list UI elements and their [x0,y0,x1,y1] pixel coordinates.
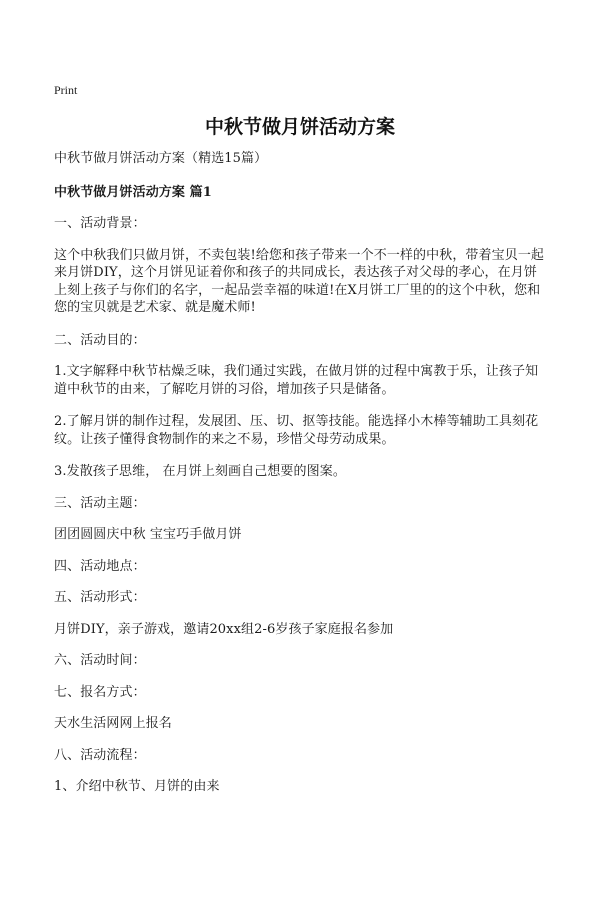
document-body [54,150,550,810]
paragraph-background: 这个中秋我们只做月饼，不卖包装!给您和孩子带来一个不一样的中秋，带着宝贝一起来月饼DIY，这个月饼见证着你和孩子的共同成长，表达孩子对父母的孝心，在月饼上刻上孩子与你们的名字，一起品尝幸福的味道!在X月饼工厂里的的这个中秋，您和您的宝贝就是艺术家、就是魔术师! [54,247,545,315]
heading-process: 八、活动流程： [54,747,146,763]
paragraph-purpose-1: 1.文字解释中秋节枯燥乏味，我们通过实践，在做月饼的过程中寓教于乐，让孩子知道中秋节的由来，了解吃月饼的习俗，增加孩子只是储备。 [54,364,539,397]
heading-background: 一、活动背景： [54,216,146,231]
paragraph-purpose-2: 2.了解月饼的制作过程，发展团、压、切、抠等技能。能选择小木棒等辅助工具刻花纹。让孩子懂得食物制作的来之不易，珍惜父母劳动成果。 [54,414,539,447]
heading-registration: 七、报名方式： [54,684,146,700]
heading-location: 四、活动地点： [54,558,146,574]
document-subtitle: 中秋节做月饼活动方案（精选15篇） [54,151,268,166]
print-label: Print [54,83,78,97]
paragraph-theme: 团团圆圆庆中秋 宝宝巧手做月饼 [54,527,242,542]
heading-purpose: 二、活动目的： [54,332,146,348]
paragraph-purpose-3: 3.发散孩子思维， 在月饼上刻画自己想要的图案。 [54,464,346,479]
paragraph-format: 月饼DIY，亲子游戏，邀请20xx组2-6岁孩子家庭报名参加 [54,621,394,637]
document-title: 中秋节做月饼活动方案 [204,116,395,138]
heading-time: 六、活动时间： [54,653,146,668]
heading-theme: 三、活动主题： [54,495,146,511]
paragraph-process-1: 1、介绍中秋节、月饼的由来 [54,779,220,794]
paragraph-registration: 天水生活网网上报名 [54,716,172,731]
heading-format: 五、活动形式： [54,590,146,605]
section-heading: 中秋节做月饼活动方案 篇1 [54,184,212,200]
